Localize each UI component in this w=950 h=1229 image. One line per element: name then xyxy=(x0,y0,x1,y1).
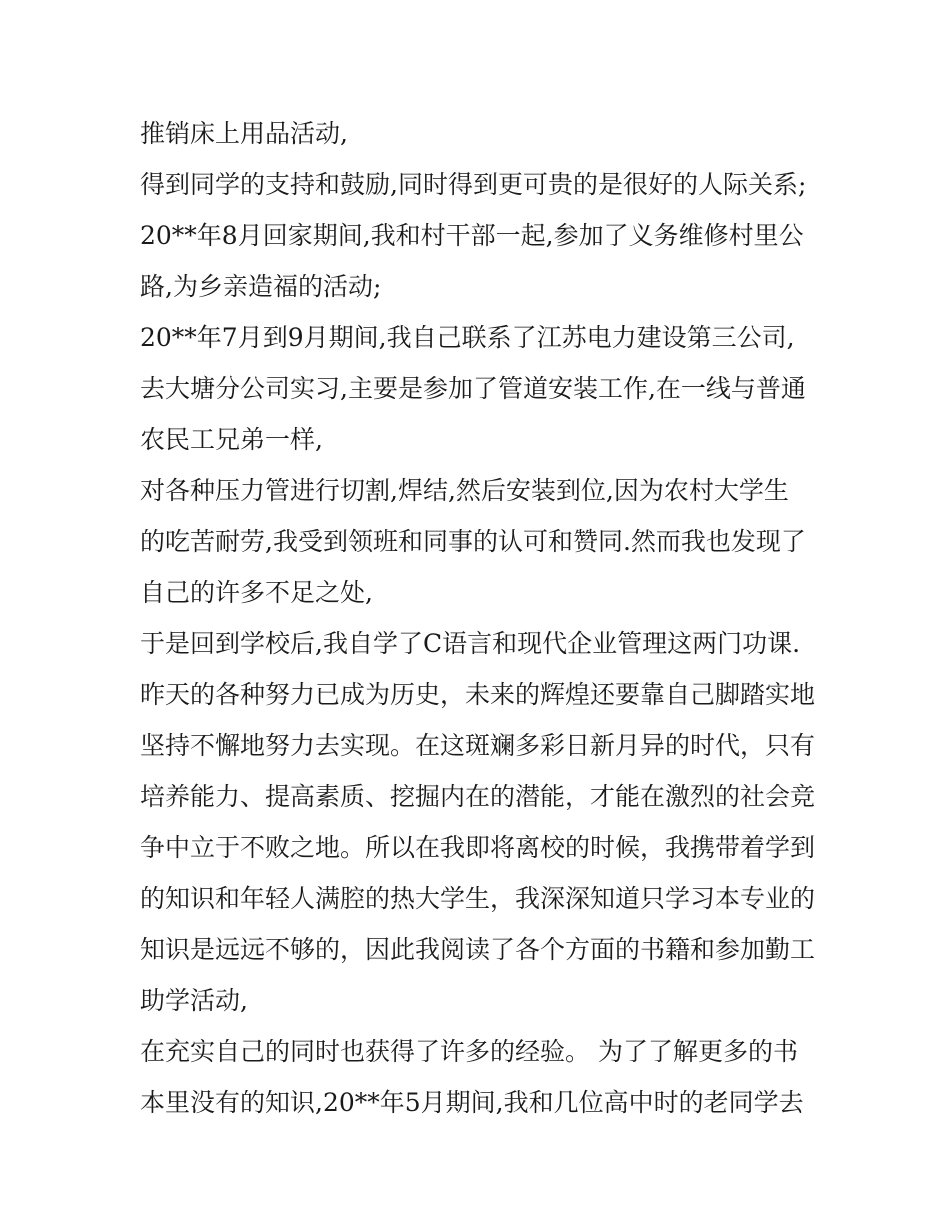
document-body xyxy=(140,108,820,1128)
text-line: 坚持不懈地努力去实现。在这斑斓多彩日新月异的时代，只有 xyxy=(140,731,816,760)
text-line: 在充实自己的同时也获得了许多的经验。 为了了解更多的书 xyxy=(140,1037,798,1066)
text-line: 20**年7月到9月期间,我自己联系了江苏电力建设第三公司, xyxy=(140,323,795,352)
text-line: 对各种压力管进行切割,焊结,然后安装到位,因为农村大学生 xyxy=(140,476,789,505)
text-line: 争中立于不败之地。所以在我即将离校的时候，我携带着学到 xyxy=(140,833,816,862)
text-line: 昨天的各种努力已成为历史，未来的辉煌还要靠自己脚踏实地 xyxy=(140,680,816,709)
text-line: 助学活动, xyxy=(140,986,248,1015)
text-line: 知识是远远不够的，因此我阅读了各个方面的书籍和参加勤工 xyxy=(140,935,816,964)
text-line: 农民工兄弟一样, xyxy=(140,425,323,454)
text-line: 路,为乡亲造福的活动; xyxy=(140,272,382,301)
text-line: 于是回到学校后,我自学了C语言和现代企业管理这两门功课. xyxy=(140,629,801,658)
text-line: 的知识和年轻人满腔的热大学生，我深深知道只学习本专业的 xyxy=(140,884,816,913)
text-line: 的吃苦耐劳,我受到领班和同事的认可和赞同.然而我也发现了 xyxy=(140,527,806,556)
text-line: 自己的许多不足之处, xyxy=(140,578,373,607)
text-line: 得到同学的支持和鼓励,同时得到更可贵的是很好的人际关系; xyxy=(140,170,807,199)
text-line: 本里没有的知识,20**年5月期间,我和几位高中时的老同学去 xyxy=(140,1088,804,1117)
text-line: 20**年8月回家期间,我和村干部一起,参加了义务维修村里公 xyxy=(140,221,804,250)
text-line: 培养能力、提高素质、挖掘内在的潜能，才能在激烈的社会竞 xyxy=(140,782,816,811)
text-line: 去大塘分公司实习,主要是参加了管道安装工作,在一线与普通 xyxy=(140,374,806,403)
text-line: 推销床上用品活动, xyxy=(140,119,348,148)
